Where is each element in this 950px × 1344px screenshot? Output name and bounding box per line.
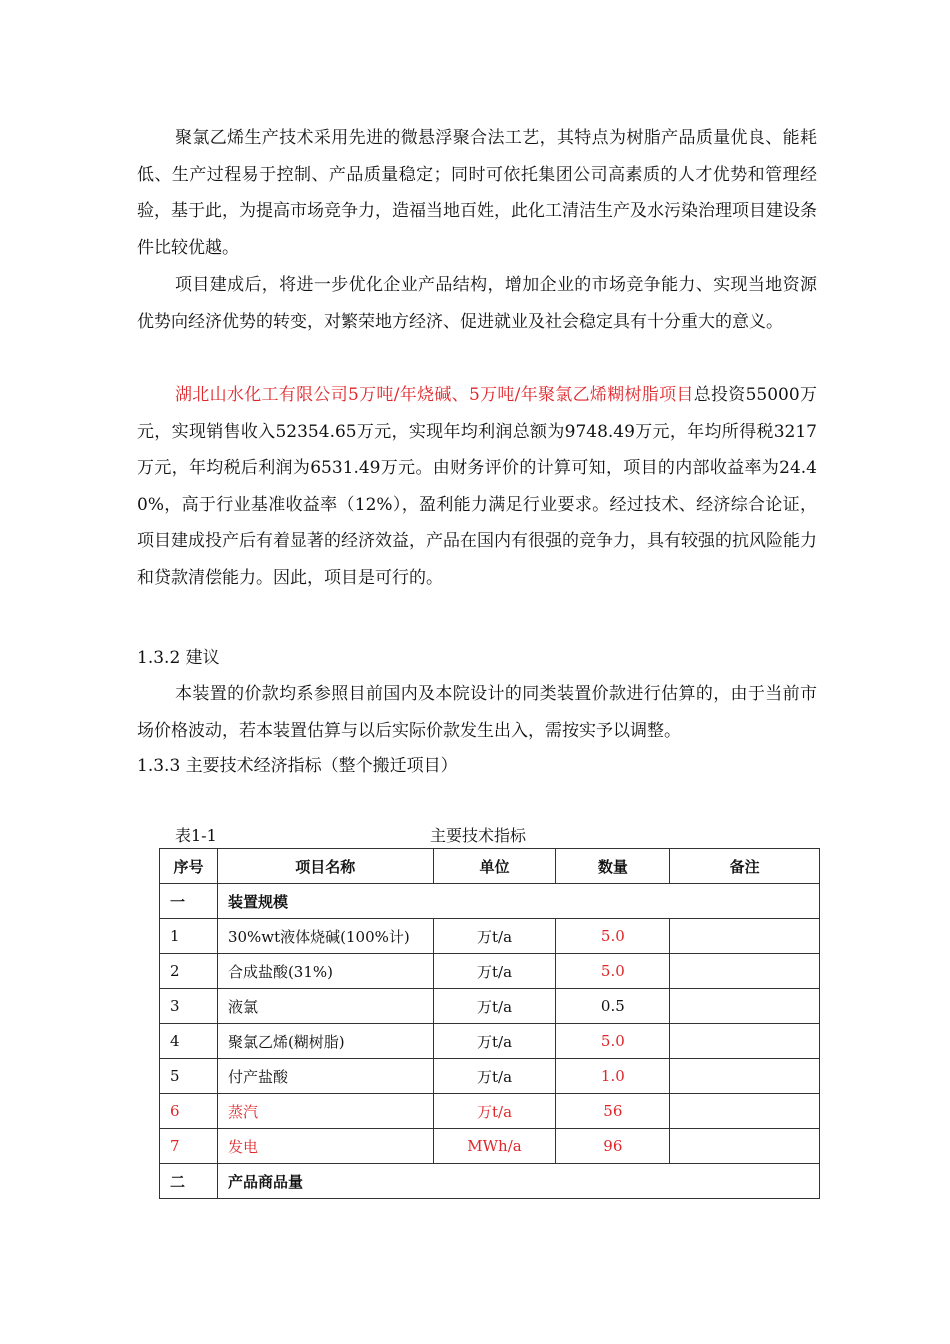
cell-item-name: 合成盐酸(31%)	[217, 954, 433, 989]
cell-number: 7	[160, 1129, 218, 1164]
section-title: 装置规模	[217, 884, 819, 919]
table-label: 表1-1	[175, 826, 217, 845]
header-item-name: 项目名称	[217, 849, 433, 884]
cell-unit: 万t/a	[433, 954, 556, 989]
paragraph-text: 本装置的价款均系参照目前国内及本院设计的同类装置价款进行估算的，由于当前市场价格波动，若本装置估算与以后实际价款发生出入，需按实予以调整。	[137, 684, 817, 741]
cell-unit: MWh/a	[433, 1129, 556, 1164]
cell-item-name: 聚氯乙烯(糊树脂)	[217, 1024, 433, 1059]
cell-remarks	[670, 954, 820, 989]
cell-remarks	[670, 989, 820, 1024]
table-header-row	[160, 849, 820, 884]
paragraph-financial-summary	[137, 377, 817, 596]
cell-unit: 万t/a	[433, 1059, 556, 1094]
table-section-row	[160, 1164, 820, 1199]
cell-quantity: 1.0	[556, 1059, 670, 1094]
table-row	[160, 1094, 820, 1129]
cell-quantity: 5.0	[556, 954, 670, 989]
cell-quantity: 5.0	[556, 919, 670, 954]
cell-number: 2	[160, 954, 218, 989]
paragraph-project-significance	[137, 267, 817, 340]
cell-remarks	[670, 1129, 820, 1164]
cell-quantity: 96	[556, 1129, 670, 1164]
table-body	[160, 884, 820, 1199]
cell-quantity: 0.5	[556, 989, 670, 1024]
cell-unit: 万t/a	[433, 1024, 556, 1059]
cell-unit: 万t/a	[433, 989, 556, 1024]
section-heading-1-3-2: 1.3.2 建议	[137, 648, 220, 668]
cell-unit: 万t/a	[433, 919, 556, 954]
cell-number: 1	[160, 919, 218, 954]
table-row	[160, 1129, 820, 1164]
section-number: 二	[160, 1164, 218, 1199]
cell-remarks	[670, 1059, 820, 1094]
header-quantity: 数量	[556, 849, 670, 884]
cell-item-name: 付产盐酸	[217, 1059, 433, 1094]
main-technical-indicators-table	[159, 848, 820, 1199]
table-section-row	[160, 884, 820, 919]
paragraph-text: 项目建成后，将进一步优化企业产品结构，增加企业的市场竞争能力、实现当地资源优势向经济优势的转变，对繁荣地方经济、促进就业及社会稳定具有十分重大的意义。	[137, 275, 817, 332]
cell-number: 6	[160, 1094, 218, 1129]
section-heading-1-3-3: 1.3.3 主要技术经济指标（整个搬迁项目）	[137, 756, 458, 776]
table-row	[160, 1024, 820, 1059]
cell-quantity: 5.0	[556, 1024, 670, 1059]
cell-number: 5	[160, 1059, 218, 1094]
project-name-highlight: 湖北山水化工有限公司5万吨/年烧碱、5万吨/年聚氯乙烯糊树脂项目	[175, 385, 694, 405]
paragraph-suggestion	[137, 676, 817, 749]
cell-number: 3	[160, 989, 218, 1024]
cell-remarks	[670, 919, 820, 954]
cell-remarks	[670, 1094, 820, 1129]
table-row	[160, 919, 820, 954]
table-row	[160, 1059, 820, 1094]
cell-unit: 万t/a	[433, 1094, 556, 1129]
header-unit: 单位	[433, 849, 556, 884]
table-row	[160, 954, 820, 989]
section-title: 产品商品量	[217, 1164, 819, 1199]
paragraph-pvc-technology	[137, 120, 817, 266]
header-no: 序号	[160, 849, 218, 884]
cell-item-name: 蒸汽	[217, 1094, 433, 1129]
paragraph-text: 聚氯乙烯生产技术采用先进的微悬浮聚合法工艺，其特点为树脂产品质量优良、能耗低、生产过程易于控制、产品质量稳定；同时可依托集团公司高素质的人才优势和管理经验，基于此，为提高市场竞争力，造福当地百姓，此化工清洁生产及水污染治理项目建设条件比较优越。	[137, 128, 817, 258]
cell-remarks	[670, 1024, 820, 1059]
paragraph-text: 总投资55000万元，实现销售收入52354.65万元，实现年均利润总额为9748.49万元，年均所得税3217万元，年均税后利润为6531.49万元。由财务评价的计算可知，项目的内部收益率为24.40%，高于行业基准收益率（12%），盈利能力满足行业要求。经过技术、经济综合论证，项目建成投产后有着显著的经济效益，产品在国内有很强的竞争力，具有较强的抗风险能力和贷款清偿能力。因此，项目是可行的。	[137, 385, 817, 588]
cell-item-name: 液氯	[217, 989, 433, 1024]
cell-quantity: 56	[556, 1094, 670, 1129]
section-number: 一	[160, 884, 218, 919]
table-row	[160, 989, 820, 1024]
table-title: 主要技术指标	[430, 826, 527, 845]
cell-item-name: 发电	[217, 1129, 433, 1164]
header-remarks: 备注	[670, 849, 820, 884]
cell-item-name: 30%wt液体烧碱(100%计)	[217, 919, 433, 954]
cell-number: 4	[160, 1024, 218, 1059]
